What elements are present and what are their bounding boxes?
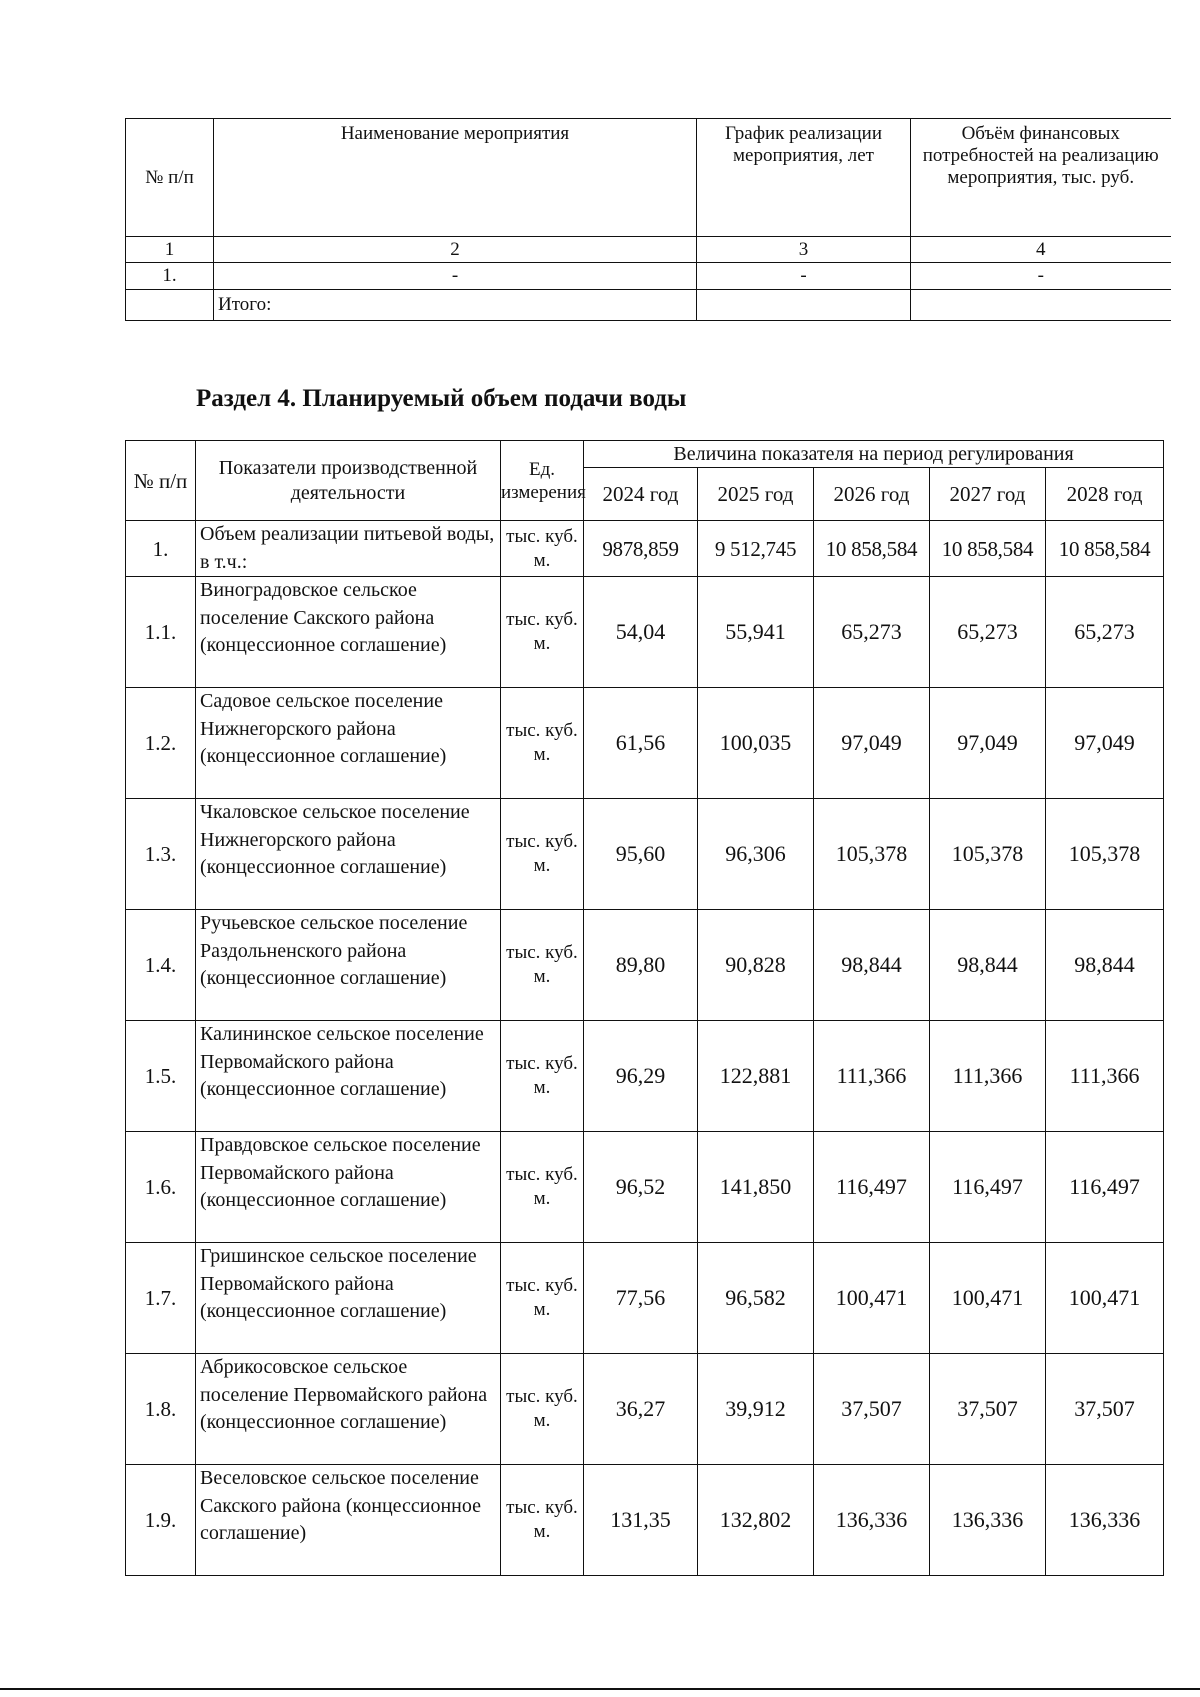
row-value: 98,844 [1046,910,1164,1021]
header-period: Величина показателя на период регулирования [584,441,1164,468]
header-year: 2027 год [930,468,1046,521]
table-row [126,1021,1164,1132]
index-cell: 1 [126,237,214,263]
row-value: 100,471 [814,1243,930,1354]
row-indicator-name: Садовое сельское поселение Нижнегорского района (концессионное соглашение) [196,688,501,799]
row-value: 37,507 [930,1354,1046,1465]
table-row [126,910,1164,1021]
water-supply-table [125,440,1164,1576]
row-value: 132,802 [698,1465,814,1576]
row-value: 96,29 [584,1021,698,1132]
row-value: 9878,859 [584,521,698,577]
index-cell: 2 [214,237,697,263]
row-num: 1. [126,263,214,290]
header-num: № п/п [126,441,196,521]
row-name: - [214,263,697,290]
row-value: 116,497 [1046,1132,1164,1243]
row-indicator-name: Ручьевское сельское поселение Раздольненского района (концессионное соглашение) [196,910,501,1021]
total-num [126,290,214,321]
row-unit: тыс. куб. м. [501,577,584,688]
row-unit: тыс. куб. м. [501,1132,584,1243]
row-value: 111,366 [1046,1021,1164,1132]
row-value: 116,497 [814,1132,930,1243]
row-value: 89,80 [584,910,698,1021]
row-indicator-name: Калининское сельское поселение Первомайского района (концессионное соглашение) [196,1021,501,1132]
table-row [126,1132,1164,1243]
row-value: 96,306 [698,799,814,910]
row-unit: тыс. куб. м. [501,521,584,577]
header-num: № п/п [126,119,214,237]
table-row [126,1465,1164,1576]
row-value: 10 858,584 [814,521,930,577]
index-cell: 4 [911,237,1171,263]
row-value: 37,507 [1046,1354,1164,1465]
row-value: 77,56 [584,1243,698,1354]
row-indicator-name: Виноградовское сельское поселение Сакского района (концессионное соглашение) [196,577,501,688]
row-num: 1.8. [126,1354,196,1465]
row-value: 111,366 [930,1021,1046,1132]
row-unit: тыс. куб. м. [501,799,584,910]
row-indicator-name: Правдовское сельское поселение Первомайского района (концессионное соглашение) [196,1132,501,1243]
row-num: 1.2. [126,688,196,799]
row-value: 95,60 [584,799,698,910]
row-value: 98,844 [930,910,1046,1021]
table-row [126,521,1164,577]
table-row [126,263,1171,290]
header-unit: Ед. измерения [501,441,584,521]
row-value: 136,336 [814,1465,930,1576]
row-num: 1.1. [126,577,196,688]
row-value: 122,881 [698,1021,814,1132]
table-row [126,688,1164,799]
row-value: 96,52 [584,1132,698,1243]
row-unit: тыс. куб. м. [501,1354,584,1465]
row-num: 1.5. [126,1021,196,1132]
row-value: 98,844 [814,910,930,1021]
activities-table [125,118,1171,321]
section-title: Раздел 4. Планируемый объем подачи воды [196,385,687,412]
row-indicator-name: Гришинское сельское поселение Первомайского района (концессионное соглашение) [196,1243,501,1354]
row-value: 97,049 [1046,688,1164,799]
row-indicator-name: Объем реализации питьевой воды, в т.ч.: [196,521,501,577]
header-year: 2028 год [1046,468,1164,521]
total-schedule [697,290,911,321]
row-num: 1.3. [126,799,196,910]
header-financial-volume: Объём финансовых потребностей на реализацию мероприятия, тыс. руб. [911,119,1171,237]
row-value: 39,912 [698,1354,814,1465]
row-num: 1.7. [126,1243,196,1354]
row-value: 65,273 [814,577,930,688]
row-value: 100,471 [1046,1243,1164,1354]
row-value: 10 858,584 [930,521,1046,577]
row-unit: тыс. куб. м. [501,1243,584,1354]
row-value: 136,336 [1046,1465,1164,1576]
row-indicator-name: Абрикосовское сельское поселение Первомайского района (концессионное соглашение) [196,1354,501,1465]
header-row [126,441,1164,468]
row-value: 105,378 [814,799,930,910]
row-value: 116,497 [930,1132,1046,1243]
table-header-row [126,119,1171,237]
table-row [126,577,1164,688]
header-schedule: График реализации мероприятия, лет [697,119,911,237]
header-year: 2026 год [814,468,930,521]
index-row [126,237,1171,263]
row-volume: - [911,263,1171,290]
row-value: 100,471 [930,1243,1046,1354]
row-num: 1.9. [126,1465,196,1576]
page-bottom-rule [0,1688,1200,1690]
row-indicator-name: Чкаловское сельское поселение Нижнегорского района (концессионное соглашение) [196,799,501,910]
index-cell: 3 [697,237,911,263]
total-label: Итого: [214,290,697,321]
row-value: 9 512,745 [698,521,814,577]
table-row [126,799,1164,910]
row-unit: тыс. куб. м. [501,910,584,1021]
row-value: 54,04 [584,577,698,688]
header-year: 2025 год [698,468,814,521]
row-value: 90,828 [698,910,814,1021]
row-indicator-name: Веселовское сельское поселение Сакского района (концессионное соглашение) [196,1465,501,1576]
row-value: 111,366 [814,1021,930,1132]
row-value: 105,378 [930,799,1046,910]
row-num: 1.4. [126,910,196,1021]
row-num: 1. [126,521,196,577]
row-value: 97,049 [930,688,1046,799]
table-row [126,1354,1164,1465]
row-value: 105,378 [1046,799,1164,910]
row-value: 136,336 [930,1465,1046,1576]
total-row [126,290,1171,321]
row-unit: тыс. куб. м. [501,688,584,799]
header-year: 2024 год [584,468,698,521]
row-value: 96,582 [698,1243,814,1354]
row-value: 36,27 [584,1354,698,1465]
row-num: 1.6. [126,1132,196,1243]
row-value: 65,273 [1046,577,1164,688]
header-indicator: Показатели производственной деятельности [196,441,501,521]
row-value: 131,35 [584,1465,698,1576]
row-value: 65,273 [930,577,1046,688]
total-volume [911,290,1171,321]
row-value: 141,850 [698,1132,814,1243]
row-value: 100,035 [698,688,814,799]
row-value: 61,56 [584,688,698,799]
row-value: 37,507 [814,1354,930,1465]
row-value: 10 858,584 [1046,521,1164,577]
row-unit: тыс. куб. м. [501,1021,584,1132]
row-value: 55,941 [698,577,814,688]
row-value: 97,049 [814,688,930,799]
header-activity-name: Наименование мероприятия [214,119,697,237]
table-row [126,1243,1164,1354]
row-unit: тыс. куб. м. [501,1465,584,1576]
row-schedule: - [697,263,911,290]
